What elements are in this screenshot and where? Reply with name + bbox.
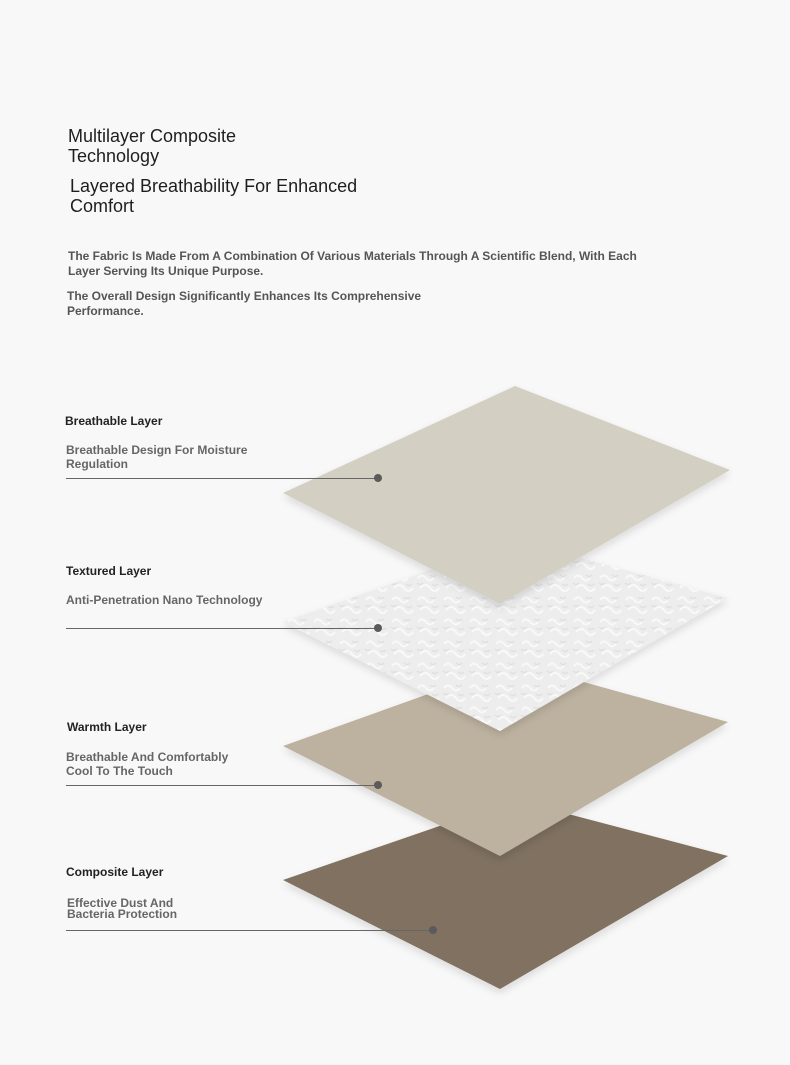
composite-layer-leader-line [66,930,433,931]
textured-layer-description: Anti-Penetration Nano Technology [66,593,263,607]
breathable-layer-title: Breathable Layer [65,414,163,428]
warmth-layer-title: Warmth Layer [67,720,147,734]
page-title: Multilayer Composite Technology [68,126,237,166]
composite-layer-title: Composite Layer [66,865,164,879]
composite-layer-description: Effective Dust And Bacteria Protection [67,896,178,921]
textured-layer-title: Textured Layer [66,564,152,578]
textured-layer-leader-line [66,628,378,629]
page-subtitle: Layered Breathability For Enhanced Comfort [70,176,358,216]
breathable-layer-sheet [283,386,730,604]
textured-layer-marker-dot [374,624,382,632]
composite-layer-marker-dot [429,926,437,934]
breathable-layer-description: Breathable Design For Moisture Regulation [66,443,248,471]
summary-paragraph: The Overall Design Significantly Enhances Its Comprehensive Performance. [67,289,422,318]
warmth-layer-marker-dot [374,781,382,789]
breathable-layer-leader-line [66,478,378,479]
breathable-layer-marker-dot [374,474,382,482]
warmth-layer-leader-line [66,785,378,786]
warmth-layer-description: Breathable And Comfortably Cool To The Touch [66,750,229,778]
intro-paragraph: The Fabric Is Made From A Combination Of Various Materials Through A Scientific Blend, With Each Layer Serving Its Unique Purpose. [68,249,637,278]
